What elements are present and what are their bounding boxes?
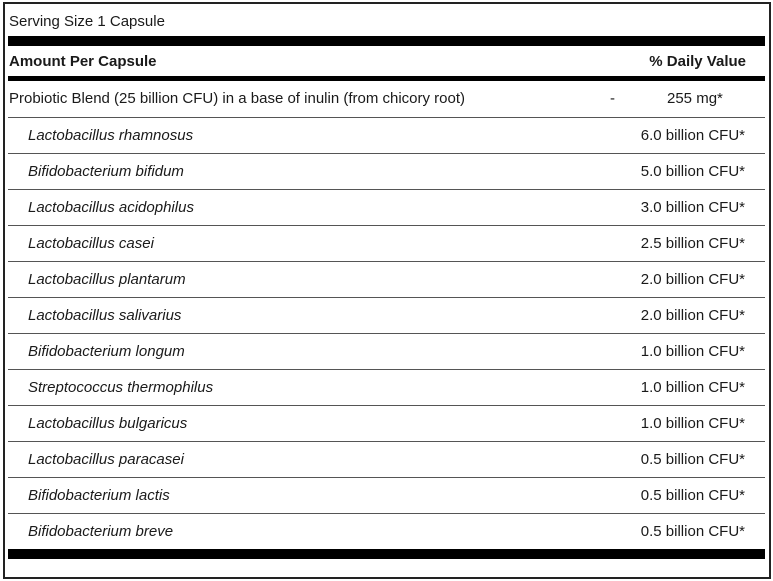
table-row (8, 262, 765, 298)
ingredient-amount: 6.0 billion CFU* (640, 127, 745, 144)
ingredient-name: Lactobacillus paracasei (28, 451, 184, 468)
ingredient-amount: 1.0 billion CFU* (640, 343, 745, 360)
ingredient-name: Bifidobacterium longum (28, 343, 185, 360)
table-row (8, 298, 765, 334)
table-row (8, 154, 765, 190)
ingredient-name: Lactobacillus plantarum (28, 271, 186, 288)
ingredient-amount: 1.0 billion CFU* (640, 415, 745, 432)
ingredient-name: Lactobacillus rhamnosus (28, 127, 194, 144)
ingredient-name: Lactobacillus casei (28, 235, 154, 252)
header-amount-per-capsule: Amount Per Capsule (9, 53, 157, 70)
ingredient-amount: 0.5 billion CFU* (640, 523, 745, 540)
ingredient-name: Lactobacillus acidophilus (28, 199, 194, 216)
ingredient-amount: 5.0 billion CFU* (640, 163, 745, 180)
ingredient-amount: 2.5 billion CFU* (640, 235, 745, 252)
table-row (8, 118, 765, 154)
ingredient-amount: 1.0 billion CFU* (640, 379, 745, 396)
ingredient-amount: 3.0 billion CFU* (640, 199, 745, 216)
ingredient-name: Lactobacillus bulgaricus (28, 415, 188, 432)
table-row (8, 406, 765, 442)
blend-amount: 255 mg* (667, 90, 723, 107)
blend-row (8, 81, 765, 118)
ingredient-name: Bifidobacterium bifidum (28, 163, 184, 180)
blend-name: Probiotic Blend (25 billion CFU) in a base of inulin (from chicory root) (9, 90, 466, 107)
table-row (8, 190, 765, 226)
serving-size: Serving Size 1 Capsule (9, 13, 165, 30)
ingredient-name: Bifidobacterium breve (28, 523, 174, 540)
ingredient-amount: 0.5 billion CFU* (640, 487, 745, 504)
ingredient-amount: 2.0 billion CFU* (640, 271, 745, 288)
table-row (8, 226, 765, 262)
ingredient-name: Bifidobacterium lactis (28, 487, 170, 504)
table-row (8, 442, 765, 478)
supplement-facts-panel (3, 2, 771, 579)
table-row (8, 334, 765, 370)
header-daily-value: % Daily Value (649, 53, 746, 70)
blend-daily-value: - (610, 90, 615, 107)
table-row (8, 514, 765, 549)
table-row (8, 370, 765, 406)
table-row (8, 478, 765, 514)
ingredient-amount: 0.5 billion CFU* (640, 451, 745, 468)
ingredient-list (8, 118, 765, 549)
ingredient-name: Lactobacillus salivarius (28, 307, 182, 324)
thick-divider-bottom (8, 549, 765, 559)
ingredient-amount: 2.0 billion CFU* (640, 307, 745, 324)
table-header (8, 46, 765, 76)
ingredient-name: Streptococcus thermophilus (28, 379, 214, 396)
thick-divider-top (8, 36, 765, 46)
